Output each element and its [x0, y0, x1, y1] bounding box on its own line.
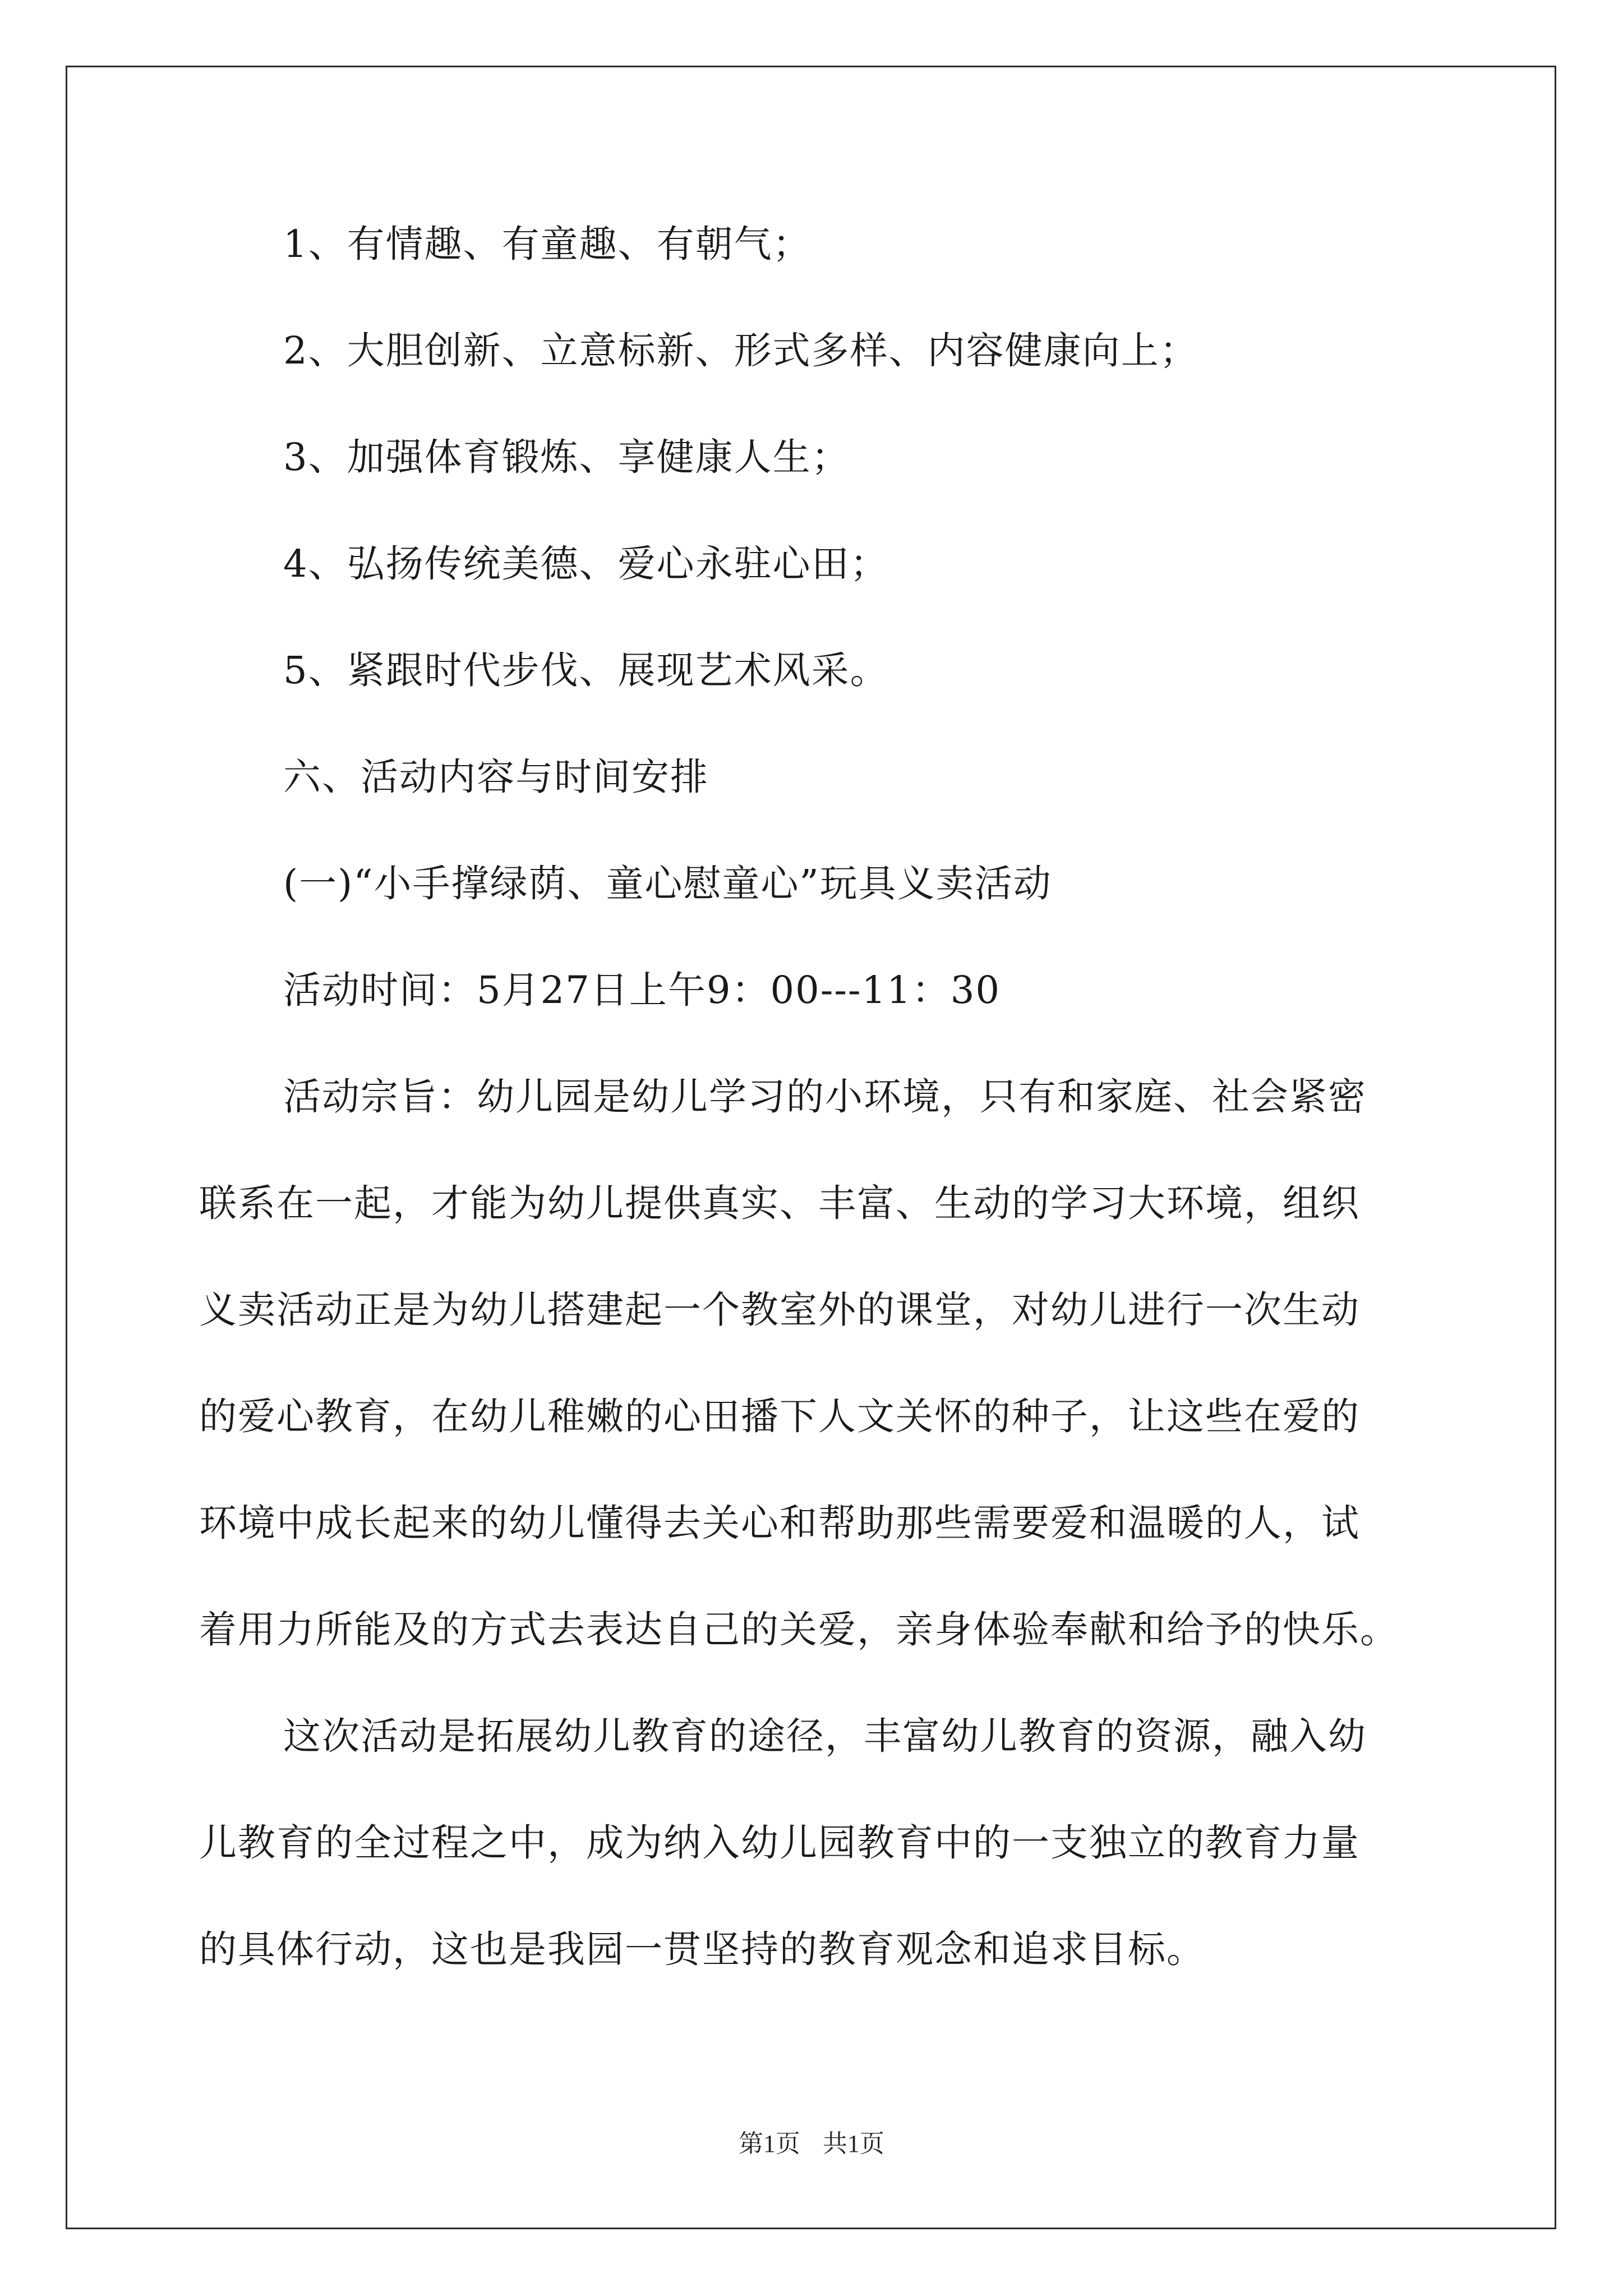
- closing-line: 这次活动是拓展幼儿教育的途径，丰富幼儿教育的资源，融入幼: [283, 1714, 1367, 1758]
- section-heading: 六、活动内容与时间安排: [283, 755, 709, 799]
- page-border: [66, 66, 1556, 2229]
- purpose-line: 活动宗旨：幼儿园是幼儿学习的小环境，只有和家庭、社会紧密: [283, 1075, 1367, 1119]
- purpose-line: 的爱心教育，在幼儿稚嫩的心田播下人文关怀的种子，让这些在爱的: [199, 1395, 1360, 1438]
- purpose-line: 义卖活动正是为幼儿搭建起一个教室外的课堂，对幼儿进行一次生动: [199, 1288, 1360, 1332]
- page-footer: [0, 2129, 1623, 2159]
- list-item: 4、弘扬传统美德、爱心永驻心田；: [283, 542, 889, 586]
- activity-time: 活动时间：5月27日上午9：00---11：30: [283, 968, 1001, 1012]
- subsection-heading: (一)“小手撑绿荫、童心慰童心”玩具义卖活动: [283, 862, 1052, 905]
- list-item: 3、加强体育锻炼、享健康人生；: [283, 435, 850, 479]
- list-item: 1、有情趣、有童趣、有朝气；: [283, 222, 811, 266]
- closing-line: 的具体行动，这也是我园一贯坚持的教育观念和追求目标。: [199, 1927, 1205, 1971]
- purpose-line: 联系在一起，才能为幼儿提供真实、丰富、生动的学习大环境，组织: [199, 1181, 1360, 1225]
- purpose-line: 着用力所能及的方式去表达自己的关爱，亲身体验奉献和给予的快乐。: [199, 1608, 1399, 1651]
- list-item: 5、紧跟时代步伐、展现艺术风采。: [283, 648, 889, 692]
- purpose-line: 环境中成长起来的幼儿懂得去关心和帮助那些需要爱和温暖的人，试: [199, 1501, 1360, 1545]
- closing-line: 儿教育的全过程之中，成为纳入幼儿园教育中的一支独立的教育力量: [199, 1821, 1360, 1865]
- page-number: 第1页: [739, 2130, 800, 2157]
- page-total: 共1页: [823, 2130, 884, 2157]
- list-item: 2、大胆创新、立意标新、形式多样、内容健康向上；: [283, 329, 1198, 372]
